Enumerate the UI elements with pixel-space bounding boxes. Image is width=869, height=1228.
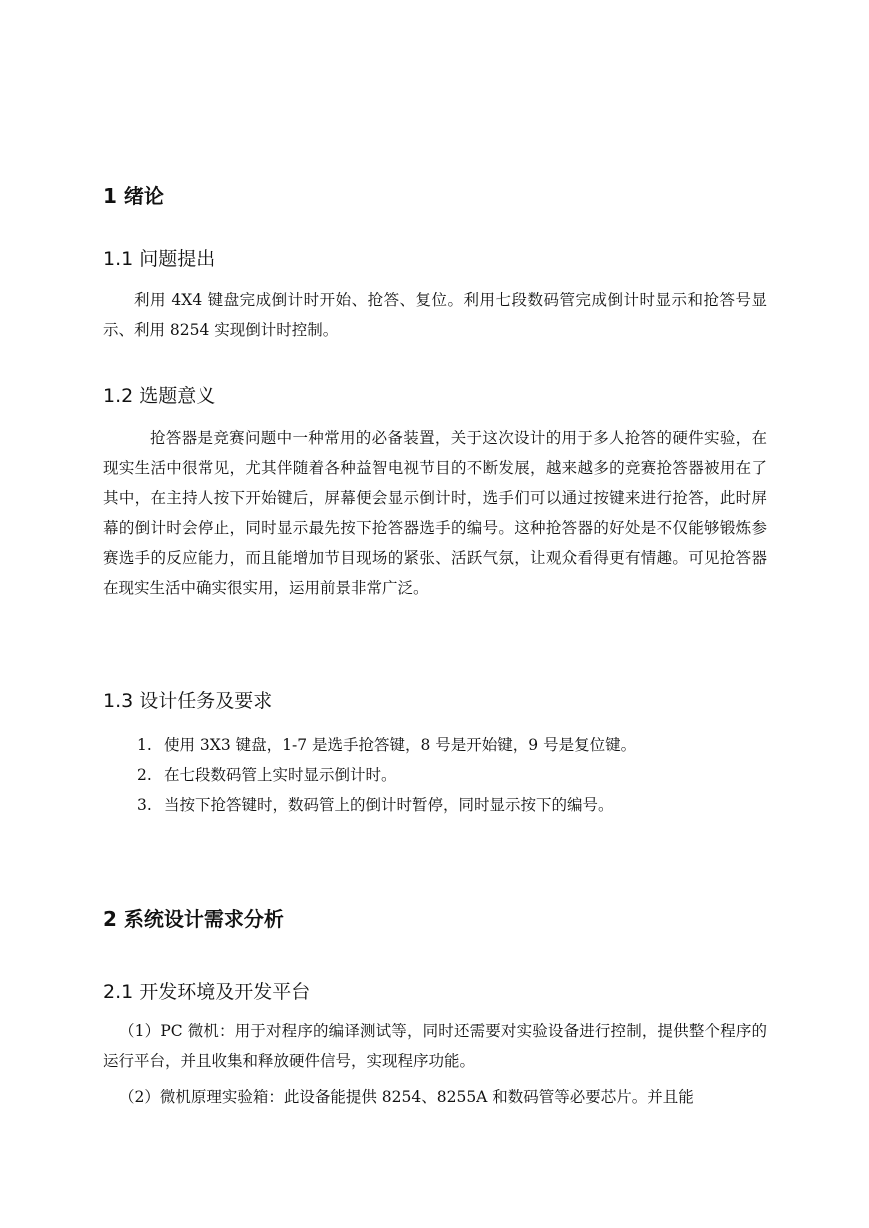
section-1-heading: 1 绪论: [103, 184, 164, 208]
section-1-2-paragraph: 抢答器是竞赛问题中一种常用的必备装置，关于这次设计的用于多人抢答的硬件实验，在现实生活中很常见，尤其伴随着各种益智电视节目的不断发展，越来越多的竞赛抢答器被用在了其中，在主持人按下开始键后，屏幕便会显示倒计时，选手们可以通过按键来进行抢答，此时屏幕的倒计时会停止，同时显示最先按下抢答器选手的编号。这种抢答器的好处是不仅能够锻炼参赛选手的反应能力，而且能增加节目现场的紧张、活跃气氛，让观众看得更有情趣。可见抢答器在现实生活中确实很实用，运用前景非常广泛。: [103, 429, 767, 597]
list-item-number: 3.: [137, 796, 152, 814]
section-2-1-heading: 2.1 开发环境及开发平台: [103, 981, 311, 1003]
list-item: [137, 790, 636, 820]
list-item: [137, 760, 636, 790]
section-1-2-heading: 1.2 选题意义: [103, 385, 216, 407]
list-item-number: 2.: [137, 766, 152, 784]
section-2-heading: 2 系统设计需求分析: [103, 907, 284, 931]
section-2-1-paragraph-2: （2）微机原理实验箱：此设备能提供 8254、8255A 和数码管等必要芯片。并且能: [119, 1088, 694, 1106]
section-2-1-paragraph-1: （1）PC 微机：用于对程序的编译测试等，同时还需要对实验设备进行控制，提供整个程序的运行平台，并且收集和释放硬件信号，实现程序功能。: [103, 1022, 767, 1070]
section-1-1-heading: 1.1 问题提出: [103, 248, 216, 270]
section-1-1-paragraph: 利用 4X4 键盘完成倒计时开始、抢答、复位。利用七段数码管完成倒计时显示和抢答号显示、利用 8254 实现倒计时控制。: [103, 291, 767, 339]
list-item-number: 1.: [137, 736, 152, 754]
section-1-3-heading: 1.3 设计任务及要求: [103, 690, 273, 712]
task-list: [137, 730, 636, 820]
list-item-text: 当按下抢答键时，数码管上的倒计时暂停，同时显示按下的编号。: [164, 796, 614, 814]
list-item-text: 使用 3X3 键盘，1-7 是选手抢答键，8 号是开始键，9 号是复位键。: [164, 736, 637, 754]
list-item: [137, 730, 636, 760]
list-item-text: 在七段数码管上实时显示倒计时。: [164, 766, 397, 784]
